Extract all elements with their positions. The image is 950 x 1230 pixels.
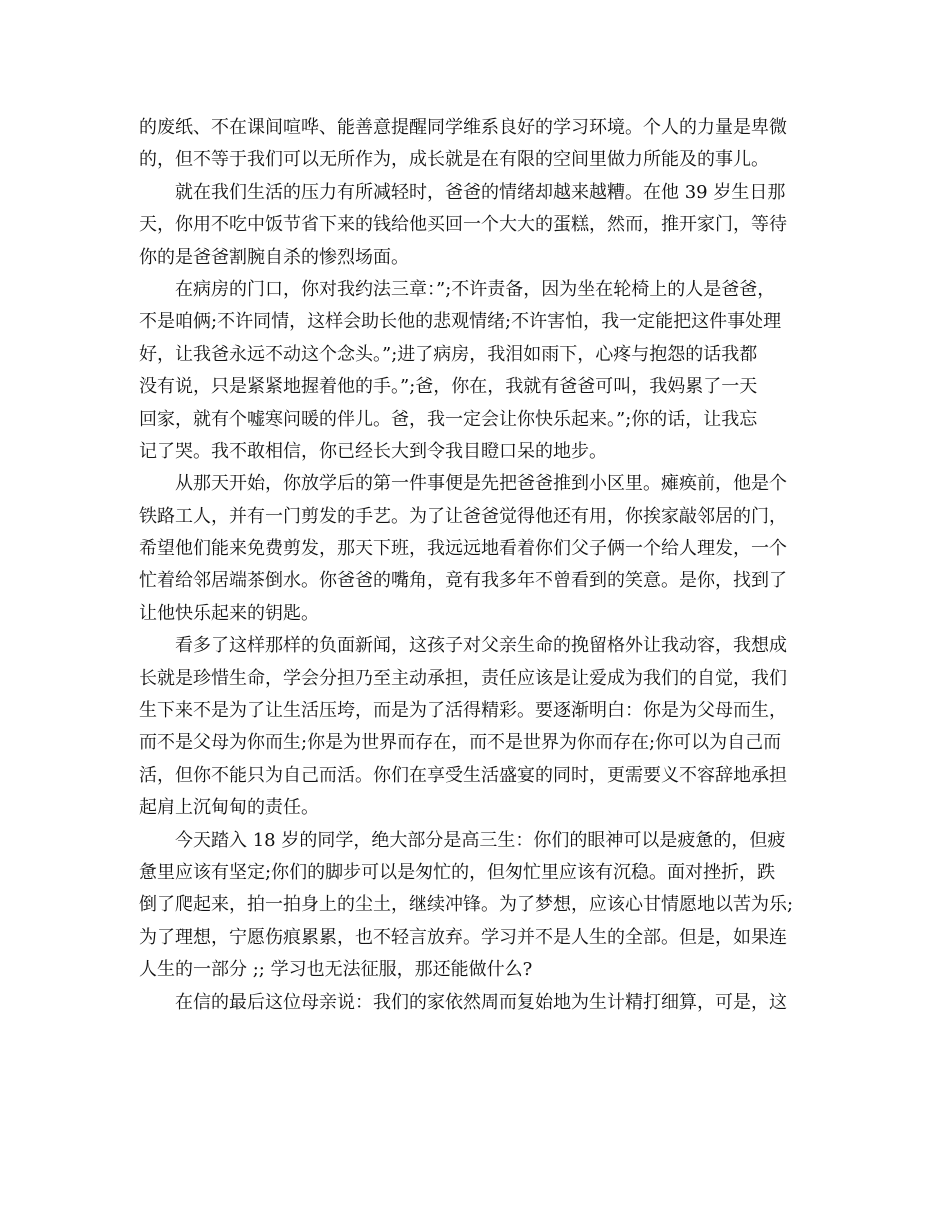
- paragraph-first-line: 从那天开始，你放学后的第一件事便是先把爸爸推到小区里。瘫痪前，他是个: [175, 473, 787, 495]
- paragraph-first-line: 在信的最后这位母亲说：我们的家依然周而复始地为生计精打细算，可是，这: [175, 991, 787, 1013]
- text-line: 的，但不等于我们可以无所作为，成长就是在有限的空间里做力所能及的事儿。: [139, 149, 769, 171]
- text-line: 起肩上沉甸甸的责任。: [139, 797, 319, 819]
- paragraph-first-line: 今天踏入 18 岁的同学，绝大部分是高三生：你们的眼神可以是疲惫的，但疲: [175, 829, 786, 851]
- text-line: 没有说，只是紧紧地握着他的手。”;爸，你在，我就有爸爸可叫，我妈累了一天: [139, 376, 758, 398]
- text-line: 好，让我爸永远不动这个念头。”;进了病房，我泪如雨下，心疼与抱怨的话我都: [139, 343, 758, 365]
- text-line: 你的是爸爸割腕自杀的惨烈场面。: [139, 246, 409, 268]
- text-line: 为了理想，宁愿伤痕累累，也不轻言放弃。学习并不是人生的全部。但是，如果连: [139, 926, 787, 948]
- paragraph-first-line: 在病房的门口，你对我约法三章：”;不许责备，因为坐在轮椅上的人是爸爸，: [175, 278, 776, 300]
- text-line: 天，你用不吃中饭节省下来的钱给他买回一个大大的蛋糕，然而，推开家门，等待: [139, 214, 787, 236]
- text-line: 惫里应该有坚定;你们的脚步可以是匆忙的，但匆忙里应该有沉稳。面对挫折，跌: [139, 861, 776, 883]
- text-line: 回家，就有个嘘寒问暖的伴儿。爸，我一定会让你快乐起来。”;你的话，让我忘: [139, 408, 758, 430]
- document-body: [139, 112, 819, 1019]
- text-line: 让他快乐起来的钥匙。: [139, 602, 319, 624]
- paragraph-first-line: 就在我们生活的压力有所减轻时，爸爸的情绪却越来越糟。在他 39 岁生日那: [175, 181, 786, 203]
- paragraph-first-line: 看多了这样那样的负面新闻，这孩子对父亲生命的挽留格外让我动容，我想成: [175, 635, 787, 657]
- text-line: 希望他们能来免费剪发，那天下班，我远远地看着你们父子俩一个给人理发，一个: [139, 538, 787, 560]
- text-line: 而不是父母为你而生;你是为世界而存在，而不是世界为你而存在;你可以为自己而: [139, 732, 782, 754]
- text-line: 的废纸、不在课间喧哗、能善意提醒同学维系良好的学习环境。个人的力量是卑微: [139, 117, 787, 138]
- text-line: 长就是珍惜生命，学会分担乃至主动承担，责任应该是让爱成为我们的自觉，我们: [139, 667, 787, 689]
- text-line: 忙着给邻居端茶倒水。你爸爸的嘴角，竟有我多年不曾看到的笑意。是你，找到了: [139, 570, 787, 592]
- text-line: 倒了爬起来，拍一拍身上的尘土，继续冲锋。为了梦想，应该心甘情愿地以苦为乐;: [139, 894, 794, 916]
- text-line: 不是咱俩;不许同情，这样会助长他的悲观情绪;不许害怕，我一定能把这件事处理: [139, 311, 782, 333]
- text-line: 人生的一部分 ;; 学习也无法征服，那还能做什么?: [139, 959, 533, 981]
- text-line: 活，但你不能只为自己而活。你们在享受生活盛宴的同时，更需要义不容辞地承担: [139, 764, 787, 786]
- text-line: 生下来不是为了让生活压垮，而是为了活得精彩。要逐渐明白：你是为父母而生，: [139, 700, 787, 722]
- text-line: 铁路工人，并有一门剪发的手艺。为了让爸爸觉得他还有用，你挨家敲邻居的门，: [139, 505, 787, 527]
- text-line: 记了哭。我不敢相信，你已经长大到令我目瞪口呆的地步。: [139, 440, 607, 462]
